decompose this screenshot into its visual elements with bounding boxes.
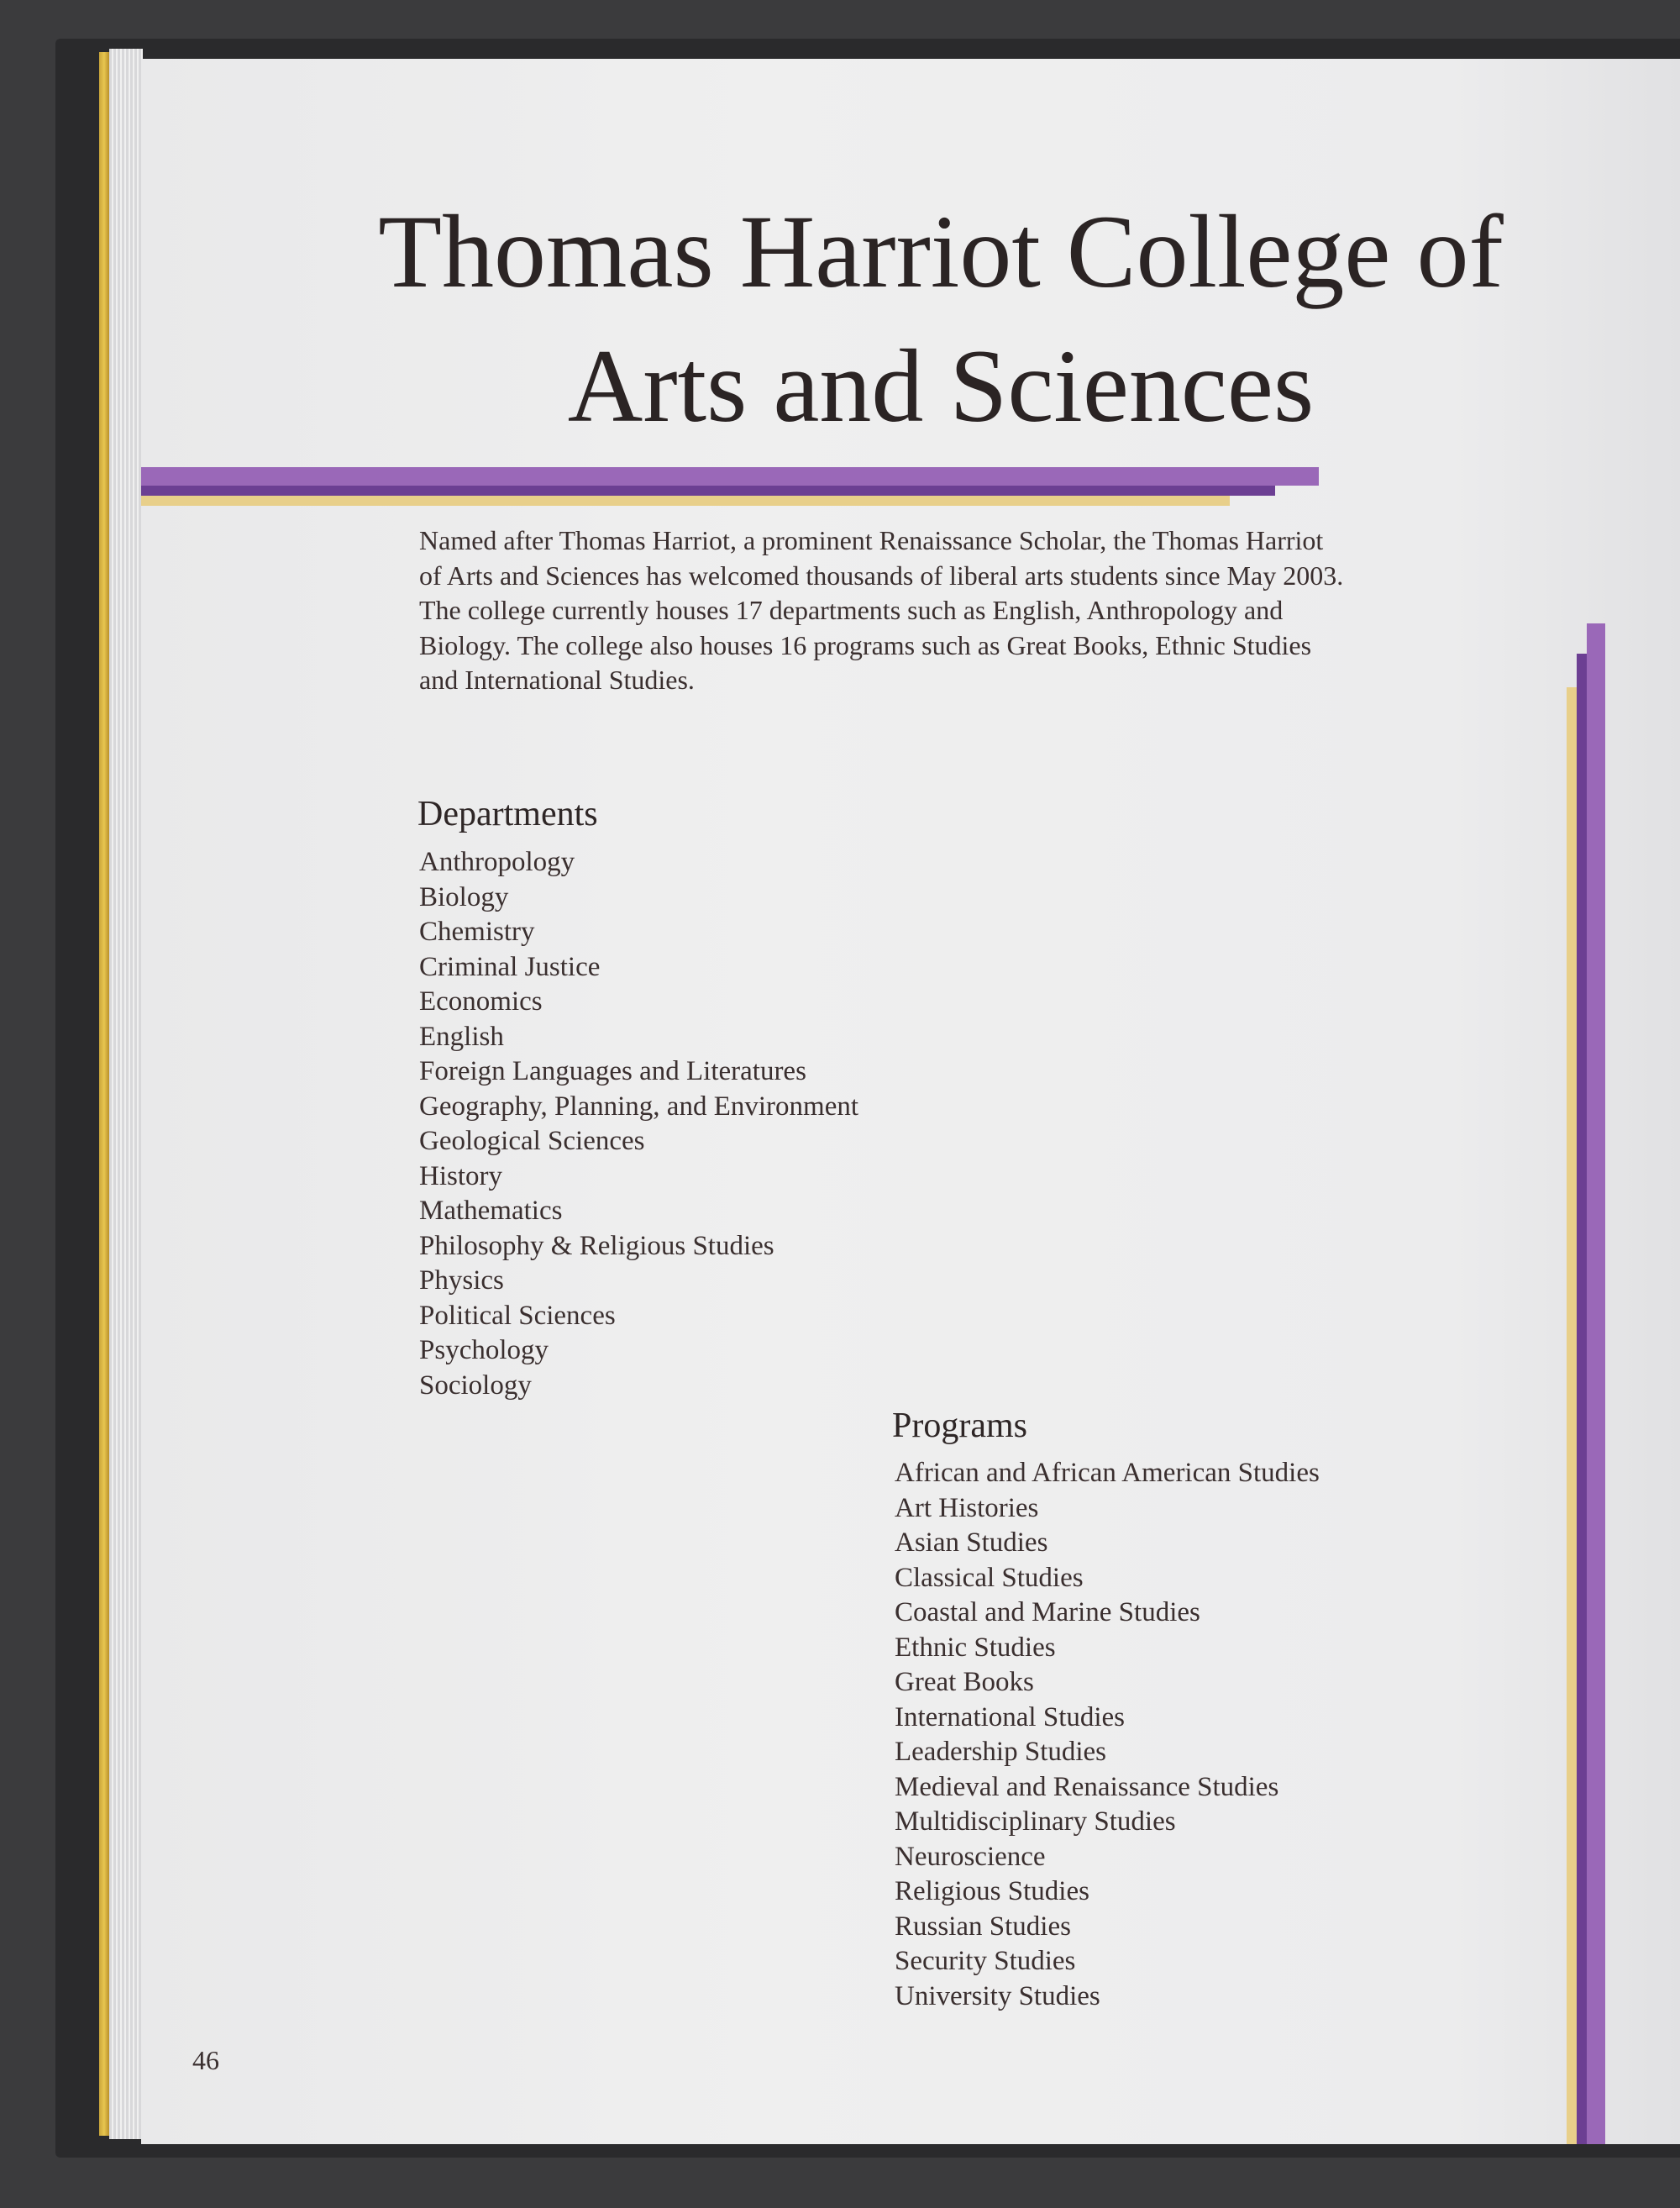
department-item: Philosophy & Religious Studies [419,1230,774,1261]
department-item: English [419,1021,504,1052]
intro-line: and International Studies. [419,665,695,695]
department-item: Sociology [419,1369,532,1401]
side-bar-dark-purple [1577,654,1587,2144]
gilded-page-edge [99,52,109,2136]
department-item: Foreign Languages and Literatures [419,1056,806,1086]
title-bar-purple [141,467,1319,486]
program-item: Multidisciplinary Studies [895,1806,1176,1837]
title-bar-gold [141,496,1230,506]
page-title [252,185,1630,454]
program-item: Religious Studies [895,1876,1089,1906]
intro-paragraph [419,523,1444,698]
title-line-2: Arts and Sciences [567,329,1315,444]
departments-heading: Departments [417,795,598,833]
programs-list [895,1456,1320,2014]
intro-line: The college currently houses 17 departments such as English, Anthropology and [419,595,1284,625]
departments-list [419,845,858,1403]
department-item: History [419,1160,502,1191]
program-item: Medieval and Renaissance Studies [895,1771,1279,1802]
program-item: International Studies [895,1701,1126,1732]
department-item: Economics [419,986,543,1017]
department-item: Geography, Planning, and Environment [419,1091,859,1122]
intro-line: Named after Thomas Harriot, a prominent Renaissance Scholar, the Thomas Harriot [419,525,1324,555]
program-item: Classical Studies [895,1562,1084,1593]
program-item: Russian Studies [895,1911,1071,1942]
department-item: Psychology [419,1335,549,1365]
department-item: Mathematics [419,1196,563,1226]
program-item: Art Histories [895,1492,1039,1523]
program-item: Asian Studies [895,1527,1048,1558]
program-item: Great Books [895,1667,1034,1697]
department-item: Chemistry [419,917,535,947]
page-stack-edge [109,49,143,2139]
program-item: University Studies [895,1980,1100,2011]
program-item: Security Studies [895,1946,1076,1976]
department-item: Physics [419,1265,504,1296]
side-bar-gold [1567,687,1577,2144]
program-item: Neuroscience [895,1841,1046,1872]
department-item: Criminal Justice [419,951,601,982]
program-item: Ethnic Studies [895,1632,1056,1663]
intro-line: of Arts and Sciences has welcomed thousands of liberal arts students since May 2003. [419,560,1344,591]
programs-heading: Programs [892,1406,1027,1445]
department-item: Anthropology [419,847,575,877]
program-item: Coastal and Marine Studies [895,1597,1200,1627]
department-item: Political Sciences [419,1300,616,1331]
side-bar-purple [1587,623,1605,2144]
department-item: Geological Sciences [419,1126,645,1156]
title-bar-dark-purple [141,486,1275,496]
page-number: 46 [192,2045,219,2075]
title-line-1: Thomas Harriot College of [378,194,1504,309]
intro-line: Biology. The college also houses 16 programs such as Great Books, Ethnic Studies [419,629,1312,660]
program-item: Leadership Studies [895,1737,1107,1767]
department-item: Biology [419,881,509,912]
program-item: African and African American Studies [895,1458,1320,1488]
